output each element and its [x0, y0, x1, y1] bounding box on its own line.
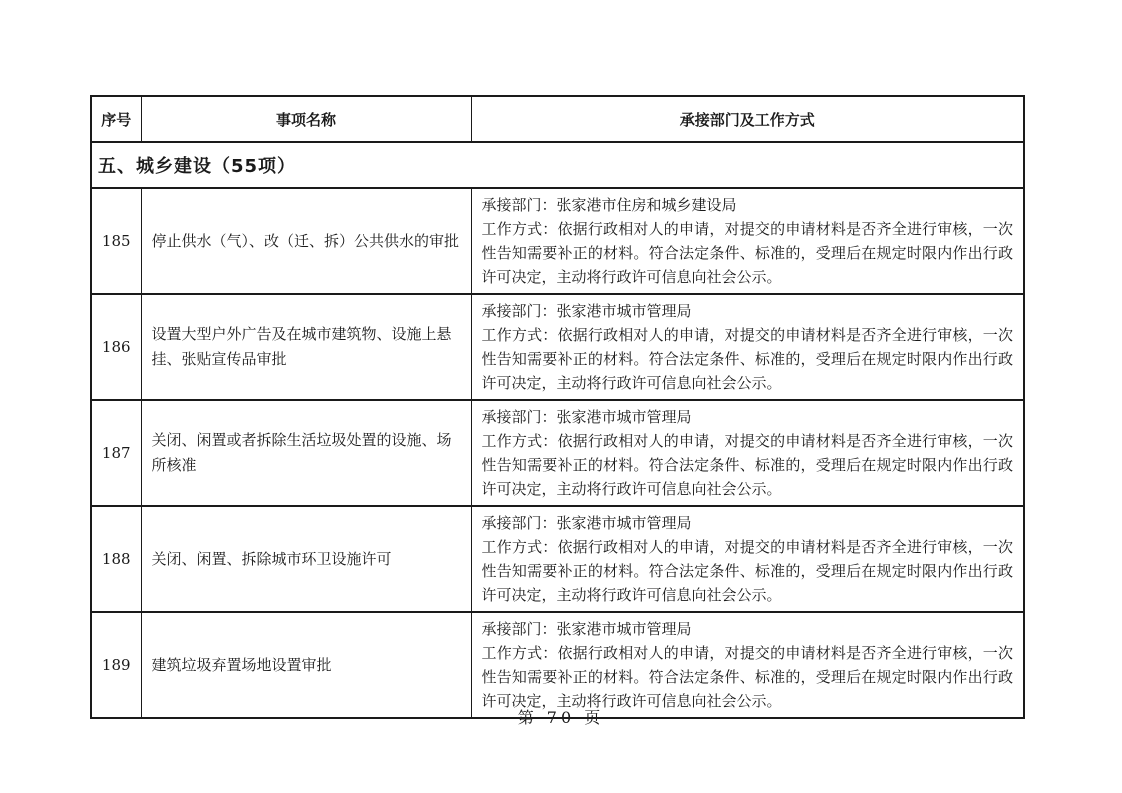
row-department-method	[471, 506, 1024, 612]
row-serial: 185	[91, 188, 141, 294]
row-serial: 189	[91, 612, 141, 718]
method-text: 工作方式：依据行政相对人的申请，对提交的申请材料是否齐全进行审核，一次性告知需要补正的材料。符合法定条件、标准的，受理后在规定时限内作出行政许可决定，主动将行政许可信息向社会公示。	[481, 220, 1013, 286]
department-text: 承接部门：张家港市城市管理局	[481, 620, 692, 638]
row-department-method	[471, 612, 1024, 718]
approval-items-table	[90, 95, 1025, 719]
table-row	[91, 400, 1024, 506]
department-text: 承接部门：张家港市住房和城乡建设局	[481, 196, 737, 214]
row-serial: 188	[91, 506, 141, 612]
table-row	[91, 506, 1024, 612]
column-header-serial: 序号	[91, 96, 141, 142]
column-header-department-method: 承接部门及工作方式	[471, 96, 1024, 142]
row-item-name: 关闭、闲置、拆除城市环卫设施许可	[141, 506, 471, 612]
row-item-name: 建筑垃圾弃置场地设置审批	[141, 612, 471, 718]
row-item-name: 停止供水（气）、改（迁、拆）公共供水的审批	[141, 188, 471, 294]
row-department-method	[471, 188, 1024, 294]
section-title: 五、城乡建设（55项）	[91, 142, 1024, 188]
row-department-method	[471, 400, 1024, 506]
page-number: 第 70 页	[517, 708, 605, 727]
column-header-item-name: 事项名称	[141, 96, 471, 142]
table-row	[91, 294, 1024, 400]
department-text: 承接部门：张家港市城市管理局	[481, 302, 692, 320]
department-text: 承接部门：张家港市城市管理局	[481, 408, 692, 426]
row-serial: 186	[91, 294, 141, 400]
department-text: 承接部门：张家港市城市管理局	[481, 514, 692, 532]
method-text: 工作方式：依据行政相对人的申请，对提交的申请材料是否齐全进行审核，一次性告知需要补正的材料。符合法定条件、标准的，受理后在规定时限内作出行政许可决定，主动将行政许可信息向社会公示。	[481, 326, 1013, 392]
table-header-row	[91, 96, 1024, 142]
method-text: 工作方式：依据行政相对人的申请，对提交的申请材料是否齐全进行审核，一次性告知需要补正的材料。符合法定条件、标准的，受理后在规定时限内作出行政许可决定，主动将行政许可信息向社会公示。	[481, 538, 1013, 604]
table-row	[91, 188, 1024, 294]
row-department-method	[471, 294, 1024, 400]
row-item-name: 设置大型户外广告及在城市建筑物、设施上悬挂、张贴宣传品审批	[141, 294, 471, 400]
section-title-row	[91, 142, 1024, 188]
row-item-name: 关闭、闲置或者拆除生活垃圾处置的设施、场所核准	[141, 400, 471, 506]
table-row	[91, 612, 1024, 718]
row-serial: 187	[91, 400, 141, 506]
method-text: 工作方式：依据行政相对人的申请，对提交的申请材料是否齐全进行审核，一次性告知需要补正的材料。符合法定条件、标准的，受理后在规定时限内作出行政许可决定，主动将行政许可信息向社会公示。	[481, 644, 1013, 710]
method-text: 工作方式：依据行政相对人的申请，对提交的申请材料是否齐全进行审核，一次性告知需要补正的材料。符合法定条件、标准的，受理后在规定时限内作出行政许可决定，主动将行政许可信息向社会公示。	[481, 432, 1013, 498]
